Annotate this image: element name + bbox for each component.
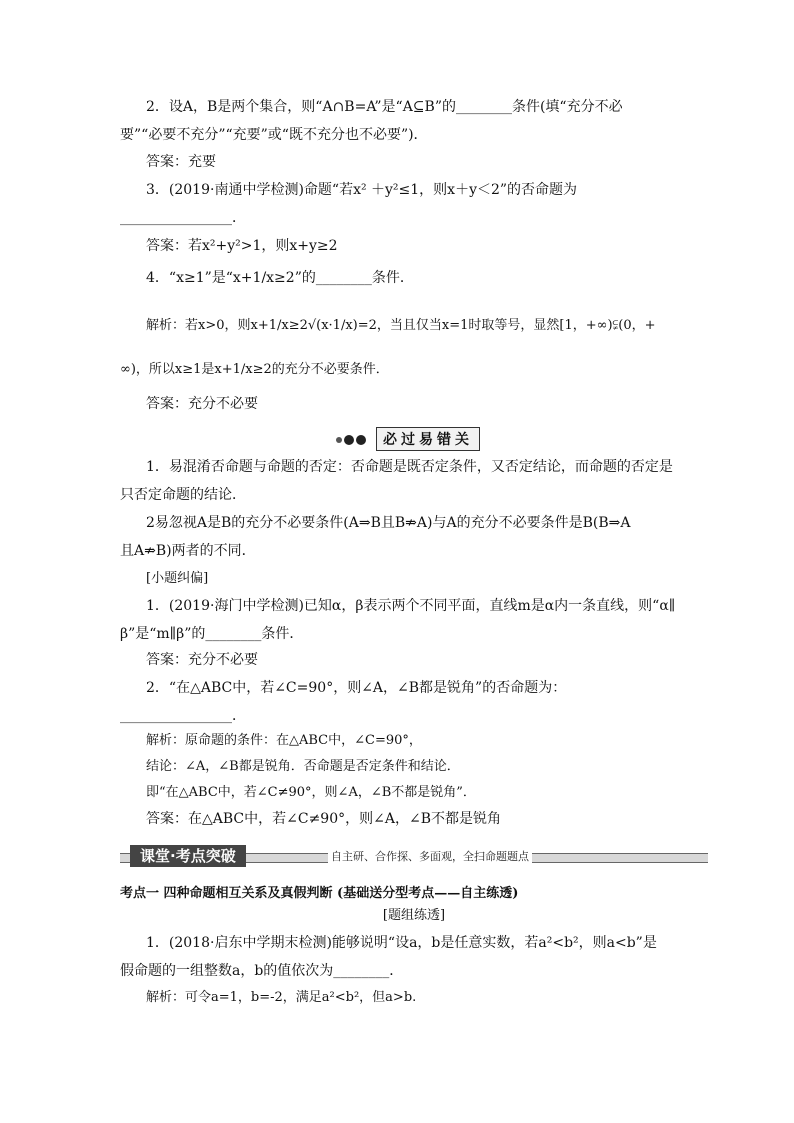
- subsection-label: [小题纠偏]: [146, 571, 209, 586]
- ex2-line2: ________________．: [120, 708, 246, 724]
- q4-line1: 4．“x≥1”是“x+1/x≥2”的________条件．: [146, 270, 414, 286]
- q3-line1: 3．(2019·南通中学检测)命题“若x² ＋y²≤1，则x＋y＜2”的否命题为: [146, 182, 578, 198]
- q4-answer: 答案：充分不必要: [146, 396, 258, 412]
- ex2-analysis-line3: 即“在△ABC中，若∠C≠90°，则∠A，∠B不都是锐角”．: [146, 785, 476, 800]
- q2-answer: 答案：充要: [146, 154, 216, 170]
- section-header-title: 课堂·考点突破: [130, 845, 246, 867]
- banner-title: 必过易错关: [376, 427, 480, 451]
- topic-heading: 考点一 四种命题相互关系及真假判断 (基础送分型考点——自主练透): [120, 886, 519, 901]
- section-header-subtitle: 自主研、合作探、多面观，全扫命题题点: [328, 848, 532, 864]
- t1-line2: 假命题的一组整数a，b的值依次为________．: [120, 963, 404, 979]
- q3-answer: 答案：若x²+y²>1，则x+y≥2: [146, 238, 338, 254]
- ex1-answer: 答案：充分不必要: [146, 652, 258, 668]
- q2-line1: 2．设A，B是两个集合，则“A∩B=A”是“A⊆B”的________条件(填“充分不必: [146, 99, 623, 115]
- t1-analysis: 解析：可令a=1，b=-2，满足a²<b²，但a>b.: [146, 990, 417, 1005]
- t1-line1: 1．(2018·启东中学期末检测)能够说明“设a，b是任意实数，若a²<b²，则a<b”是: [146, 935, 657, 951]
- pitfall1-line1: 1．易混淆否命题与命题的否定：否命题是既否定条件，又否定结论，而命题的否定是: [146, 459, 673, 475]
- ex2-line1: 2．“在△ABC中，若∠C=90°，则∠A，∠B都是锐角”的否命题为：: [146, 680, 567, 696]
- ex2-analysis-line1: 解析：原命题的条件：在△ABC中，∠C=90°，: [146, 733, 422, 748]
- section-banner: [128, 427, 688, 451]
- pitfall1-line2: 只否定命题的结论．: [120, 487, 246, 503]
- ex1-line2: β”是“m∥β”的________条件．: [120, 626, 304, 642]
- pitfall2-line2: 且A⇏B)两者的不同．: [120, 543, 256, 559]
- ex1-line1: 1．(2019·海门中学检测)已知α，β表示两个不同平面，直线m是α内一条直线，则“α∥: [146, 598, 676, 614]
- q4-analysis-line1: 解析：若x>0，则x+1/x≥2√(x·1/x)=2，当且仅当x=1时取等号，显然[1，+∞)⫋(0，+: [146, 318, 656, 333]
- ex2-analysis-line2: 结论：∠A，∠B都是锐角．否命题是否定条件和结论．: [146, 759, 460, 774]
- group-label: [题组练透]: [382, 908, 446, 923]
- ex2-answer: 答案：在△ABC中，若∠C≠90°，则∠A，∠B不都是锐角: [146, 811, 501, 827]
- q3-line2: ________________．: [120, 210, 246, 226]
- section-header: [120, 845, 708, 867]
- q2-line2: 要”“必要不充分”“充要”或“既不充分也不必要”)．: [120, 127, 428, 143]
- q4-analysis-line2: ∞)，所以x≥1是x+1/x≥2的充分不必要条件．: [120, 362, 389, 377]
- pitfall2-line1: 2易忽视A是B的充分不必要条件(A⇒B且B⇏A)与A的充分不必要条件是B(B⇒A: [146, 515, 631, 531]
- banner-dots-icon: [336, 432, 368, 448]
